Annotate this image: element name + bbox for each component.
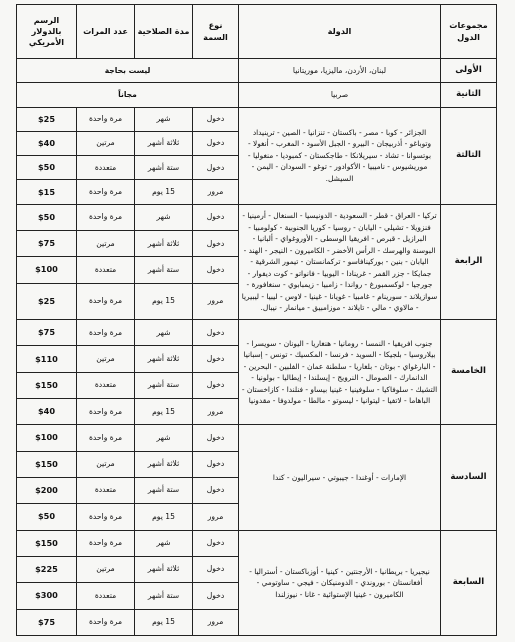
fee: $100 — [17, 425, 77, 451]
validity: شهر — [135, 530, 193, 556]
fee: $25 — [17, 107, 77, 131]
fee-row — [17, 320, 497, 346]
visa-fees-table — [16, 4, 497, 636]
visa-type: دخول — [193, 372, 239, 398]
entries: مرتين — [77, 556, 135, 582]
fee: $75 — [17, 320, 77, 346]
validity: 15 يوم — [135, 180, 193, 204]
group-countries: نيجيريا - بريطانيا - الأرجنتين - كينيا - أوزباكستان - أستراليا - أفغانستان - بوروندي - الدومنيكان - فيجي - ساوتومي - الكاميرون - غينيا الإستوائية - غانا - نيوزلندا — [239, 530, 441, 635]
entries: متعددة — [77, 372, 135, 398]
validity: شهر — [135, 107, 193, 131]
group-row — [17, 59, 497, 83]
group-countries: لبنان، الأردن، ماليزيا، موريتانيا — [239, 59, 441, 83]
group-name: الرابعة — [441, 204, 497, 319]
header-group: مجموعات الدول — [441, 5, 497, 59]
validity: ثلاثة أشهر — [135, 131, 193, 155]
group-name: الثالثة — [441, 107, 497, 204]
entries: مرتين — [77, 231, 135, 257]
group-name: الخامسة — [441, 320, 497, 425]
fee: $25 — [17, 283, 77, 319]
group-name: الثانية — [441, 83, 497, 107]
visa-type: دخول — [193, 204, 239, 230]
fee: $150 — [17, 530, 77, 556]
entries: متعددة — [77, 477, 135, 503]
entries: متعددة — [77, 257, 135, 283]
visa-type: دخول — [193, 583, 239, 609]
validity: شهر — [135, 425, 193, 451]
group-countries: جنوب افريقيا - النمسا - رومانيا - هنغاريا - اليونان - سويسرا - بيلاروسيا - بلجيكا - السويد - فرنسا - المكسيك - تونس - إسبانيا - البارغواي - بوتان - بلغاريا - سلطنة عمان - الفلبين - البحرين - الدانمارك - الصومال - النرويج - إيسلندا - إيطاليا - بولونيا - التشيك - سلوفاكيا - سلوفينيا - غينيا بيساو - فنلندا - كازاخستان - الباهاما - لاتفيا - ليتوانيا - ليسوتو - مالطا - مولدوفا - مقدونيا — [239, 320, 441, 425]
group-countries: صربيا — [239, 83, 441, 107]
entries: مرة واحدة — [77, 107, 135, 131]
visa-type: مرور — [193, 283, 239, 319]
entries: مرتين — [77, 451, 135, 477]
validity: ستة أشهر — [135, 156, 193, 180]
group-name: السابعة — [441, 530, 497, 635]
header-validity: مدة الصلاحية — [135, 5, 193, 59]
entries: مرة واحدة — [77, 425, 135, 451]
validity: ثلاثة أشهر — [135, 451, 193, 477]
validity: شهر — [135, 204, 193, 230]
validity: 15 يوم — [135, 609, 193, 636]
group-countries: تركيا - العراق - قطر - السعودية - الدونيسيا - السنغال - أرمينيا - فنزويلا - تشيلي - اليابان - روسيا - كوريا الجنوبية - كولومبيا - البرازيل - قبرص - افريقيا الوسطى - الأوروغواي - ألبانيا - البوسنة والهرسك - الرأس الأخضر - الكاميرون - النيجر - الهند - اليابان - بنين - بوركينافاسو - تركمانستان - تيمور الشرقية - جمايكا - جزر القمر - غرينادا - اليوبيا - فانواتو - كوت ديفوار - جورجيا - لوكسمبورغ - رواندا - زامبيا - زيمبابوي - سنغافورة - سوازيلاند - سورينام - غامبيا - غويانا - غينيا - لاوس - ليبيا - ليبيريا - مالاوي - مالي - تايلاند - موزامبيق - ميانمار - نيبال. — [239, 204, 441, 319]
entries: مرة واحدة — [77, 530, 135, 556]
entries: مرة واحدة — [77, 283, 135, 319]
visa-type: دخول — [193, 530, 239, 556]
header-visa-type: نوع السمة — [193, 5, 239, 59]
entries: متعددة — [77, 156, 135, 180]
group-name: السادسة — [441, 425, 497, 530]
fee: $225 — [17, 556, 77, 582]
fee-row — [17, 204, 497, 230]
visa-type: دخول — [193, 346, 239, 372]
fee: $100 — [17, 257, 77, 283]
entries: مرة واحدة — [77, 204, 135, 230]
fee: $50 — [17, 156, 77, 180]
validity: 15 يوم — [135, 283, 193, 319]
visa-type: مرور — [193, 609, 239, 636]
header-entries: عدد المرات — [77, 5, 135, 59]
group-name: الأولى — [441, 59, 497, 83]
validity: ستة أشهر — [135, 257, 193, 283]
group-fee-note: ليست بحاجة — [17, 59, 239, 83]
validity: ثلاثة أشهر — [135, 556, 193, 582]
fee: $40 — [17, 131, 77, 155]
entries: مرتين — [77, 131, 135, 155]
fee: $150 — [17, 372, 77, 398]
fee: $75 — [17, 231, 77, 257]
validity: 15 يوم — [135, 504, 193, 530]
fee: $15 — [17, 180, 77, 204]
header-fee: الرسم بالدولار الأمريكي — [17, 5, 77, 59]
fee: $75 — [17, 609, 77, 636]
visa-type: دخول — [193, 257, 239, 283]
visa-type: دخول — [193, 231, 239, 257]
fee-row — [17, 530, 497, 556]
validity: ثلاثة أشهر — [135, 231, 193, 257]
validity: شهر — [135, 320, 193, 346]
visa-type: مرور — [193, 504, 239, 530]
validity: ستة أشهر — [135, 477, 193, 503]
visa-type: دخول — [193, 425, 239, 451]
entries: مرة واحدة — [77, 180, 135, 204]
fee: $150 — [17, 451, 77, 477]
fee: $200 — [17, 477, 77, 503]
fee: $40 — [17, 399, 77, 425]
validity: ستة أشهر — [135, 583, 193, 609]
entries: متعددة — [77, 583, 135, 609]
entries: مرة واحدة — [77, 504, 135, 530]
visa-type: دخول — [193, 477, 239, 503]
entries: مرة واحدة — [77, 320, 135, 346]
group-row — [17, 83, 497, 107]
group-countries: الإمارات - أوغندا - جيبوتي - سيراليون - كندا — [239, 425, 441, 530]
fee-row — [17, 425, 497, 451]
fee: $300 — [17, 583, 77, 609]
visa-type: دخول — [193, 107, 239, 131]
entries: مرتين — [77, 346, 135, 372]
fee: $110 — [17, 346, 77, 372]
header-row — [17, 5, 497, 59]
visa-type: دخول — [193, 451, 239, 477]
visa-type: مرور — [193, 399, 239, 425]
entries: مرة واحدة — [77, 399, 135, 425]
validity: ثلاثة أشهر — [135, 346, 193, 372]
fee-row — [17, 107, 497, 131]
group-fee-note: مجاناً — [17, 83, 239, 107]
visa-type: دخول — [193, 131, 239, 155]
visa-type: دخول — [193, 320, 239, 346]
entries: مرة واحدة — [77, 609, 135, 636]
group-countries: الجزائر - كوبا - مصر - باكستان - تنزانيا - الصين - ترينيداد وتوباغو - أذربيجان - البيرو - الجبل الأسود - المغرب - أنغولا - بوتسوانا - تشاد - سيريلانكا - طاجكستان - كمبوديا - منغوليا - موريشيوس - ناميبيا - الأكوادور - توغو - السودان - اليمن - السيشل. — [239, 107, 441, 204]
validity: ستة أشهر — [135, 372, 193, 398]
header-country: الدولة — [239, 5, 441, 59]
visa-type: مرور — [193, 180, 239, 204]
visa-type: دخول — [193, 556, 239, 582]
fee: $50 — [17, 204, 77, 230]
validity: 15 يوم — [135, 399, 193, 425]
fee: $50 — [17, 504, 77, 530]
visa-type: دخول — [193, 156, 239, 180]
